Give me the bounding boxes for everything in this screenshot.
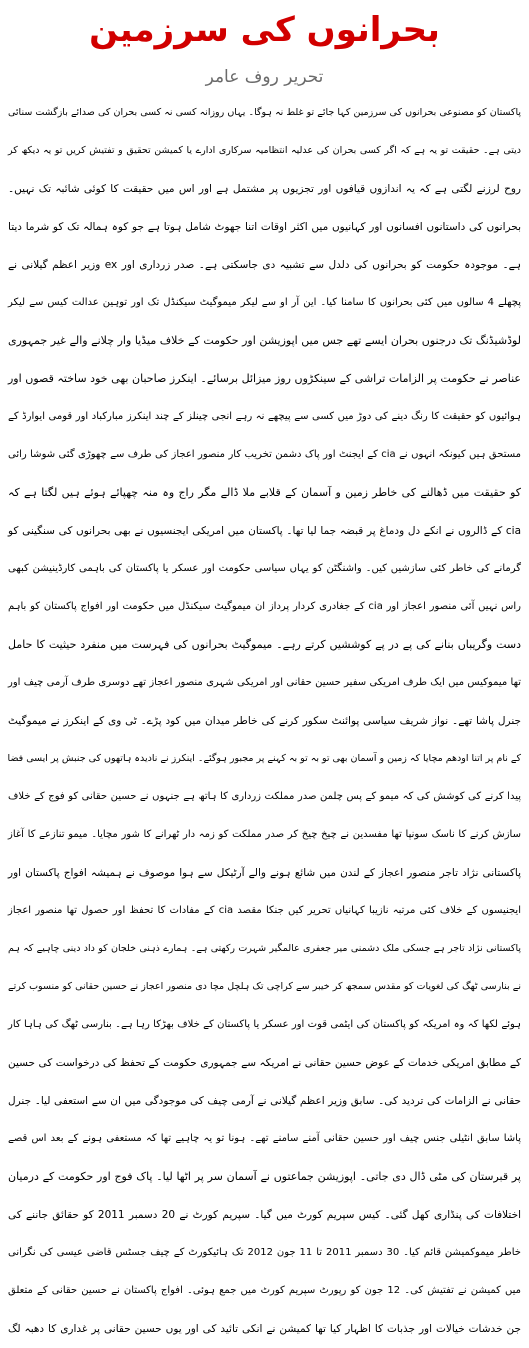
article-line: نے بنارسی ٹھگ کی لغویات کو مقدس سمجھ کر خیبر سے کراچی تک ہلچل مچا دی منصور اعجاز نے حسین حقانی کو منسوب کرتے bbox=[8, 981, 521, 992]
article-line: سازش کرنے کا ناسک سونپا تھا مفسدین نے چیخ چیخ کر صدر مملکت کو زمہ دار ٹھرانے کا شور مچایا۔ میمو تنازعے کا آغاز bbox=[8, 829, 521, 840]
article-line: پاشا سابق انٹیلی جنس چیف اور حسین حقانی آمنے سامنے تھے۔ ہونا تو یہ چاہیے تھا کہ مستعفی ہونے کے بعد اس قصے bbox=[8, 1133, 521, 1144]
article-line: بحرانوں کی داستانوں افسانوں اور کہانیوں میں اکثر اوقات اتنا جھوٹ شامل ہوتا ہے جو کوہ ہمالہ تک کو شرما دیتا bbox=[8, 221, 521, 233]
article-line: حقانی نے الزامات کی تردید کی۔ سابق وزیر اعظم گیلانی نے آرمی چیف کی موجودگی میں ان سے استعفی لیا۔ جنرل bbox=[8, 1095, 521, 1107]
article-line: پچھلے 4 سالوں میں کئی بحرانوں کا سامنا کیا۔ این آر او سے لیکر میموگیٹ سیکنڈل تک اور توہین عدالت کیس سے لیکر bbox=[8, 297, 521, 308]
article-line: ایجنیسوں کے خلاف کئی مرتبہ نازیبا کہانیاں تحریر کیں جنکا مقصد cia کے مفادات کا تحفظ اور حصول تھا منصور اعجاز bbox=[8, 905, 521, 916]
article-line: cia کے ڈالروں نے انکے دل ودماغ پر قبضہ جما لیا تھا۔ پاکستان میں امریکی ایجنسیوں نے بھی بحرانوں کی سنگینی کو bbox=[8, 525, 521, 537]
article-headline: بحرانوں کی سرزمین bbox=[89, 10, 440, 50]
article-line: دیتی ہے۔ حقیقت تو یہ ہے کہ اگر کسی بحران کی عدلیہ انتظامیہ سرکاری ادارے یا کمیشن تحقیق و تفتیش کریں تو یہ دیکھ کر bbox=[8, 145, 521, 156]
article-line: راس نہیں آئی منصور اعجاز اور cia کے جغادری کردار پرداز ان میموگیٹ سیکنڈل میں حکومت اور افواج پاکستان کو باہم bbox=[8, 601, 521, 612]
article-body bbox=[8, 94, 521, 1348]
article-line: پاکستان کو مصنوعی بحرانوں کی سرزمین کہا جائے تو غلط نہ ہوگا۔ یہاں روزانہ کسی نہ کسی بحران کی صدائے بازگشت سنائی bbox=[8, 107, 521, 118]
article-line: میں کمیشن نے تفتیش کی۔ 12 جون کو رپورٹ سپریم کورٹ میں جمع ہوئی۔ افواج پاکستان نے حسین حقانی کے متعلق bbox=[8, 1285, 521, 1296]
article-line: ہوائیوں کو حقیقت کا رنگ دینے کی دوڑ میں کسی سے پیچھے نہ رہے انجی چینلز کے چند اینکرز مبارکباد اور قومی ایوارڈ کے bbox=[8, 411, 521, 422]
article-line: عناصر نے حکومت پر الزامات تراشی کے سینکڑوں روز میزائل برسائے۔ اینکرز صاحبان بھی خود ساختہ قصوں اور bbox=[8, 372, 521, 385]
article-line: پر قبرستان کی مٹی ڈال دی جاتی۔ اپوزیشن جماعتوں نے آسمان سر پر اٹھا لیا۔ پاک فوج اور حکومت کے درمیان bbox=[8, 1170, 521, 1183]
article-line: پیدا کرنے کی کوشش کی کہ میمو کے پس چلمن صدر مملکت زرداری کا ہاتھ ہے جنہوں نے حسین حقانی کو فوج کے خلاف bbox=[8, 791, 521, 802]
article-line: ہوئے لکھا کہ وہ امریکہ کو پاکستان کی ایٹمی قوت اور عسکر یا پاکستان کے خلاف بھڑکا رہا ہے۔ بنارسی ٹھگ کی ہاہا کار bbox=[8, 1019, 521, 1030]
article-line: کے نام پر اتنا اودھم مچایا کہ زمین و آسمان بھی تو بہ تو بہ کہنے پر مجبور ہوگئے۔ اینکرز نے نادیدہ ہاتھوں کی جنبش پر ایسی فضا bbox=[7, 753, 521, 764]
article-line: پاکستانی نژاد تاجر ہے جسکی ملک دشمنی میر جعفری عالمگیر شہرت رکھتی ہے۔ ہمارے ذہنی خلجان کو داد دینی چاہیے کہ ہم bbox=[8, 943, 521, 954]
article-line: ہے۔ موجودہ حکومت کو بحرانوں کی دلدل سے تشبیہ دی جاسکتی ہے۔ صدر زرداری اور ex وزیر اعظم گیلانی نے bbox=[8, 259, 521, 271]
article-line: تھا میموکیس میں ایک طرف امریکی سفیر حسین حقانی اور امریکی شہری منصور اعجاز تھے دوسری طرف آرمی چیف اور bbox=[8, 677, 521, 688]
article-byline: تحریر روف عامر bbox=[205, 67, 324, 87]
article-line: پاکستانی نژاد تاجر منصور اعجاز کے لندن میں شائع ہونے والے آرٹیکل سے ہوا موصوف نے ہمیشہ افواج پاکستان اور bbox=[8, 867, 521, 879]
article-line: دست وگریباں بنانے کی پے در پے کوششیں کرتے رہے۔ میموگیٹ بحرانوں کی فہرست میں منفرد حیثیت کا حامل bbox=[8, 638, 521, 651]
article-line: اختلافات کی پنڈاری کھل گئی۔ کیس سپریم کورٹ میں گیا۔ سپریم کورٹ نے 20 دسمبر 2011 کو حقائق جاننے کی bbox=[8, 1209, 522, 1221]
article-line: مستحق ہیں کیونکہ انہوں نے cia کے ایجنٹ اور پاک دشمن تخریب کار منصور اعجاز کی طرف سے چھوڑی گئی شوشا رائی bbox=[8, 449, 521, 460]
article-line: جن خدشات خیالات اور جذبات کا اظہار کیا تھا کمیشن نے انکی تائید کی اور یوں حسین حقانی پر غداری کا دھبہ لگ bbox=[8, 1323, 521, 1335]
article-line: جنرل پاشا تھے۔ نواز شریف سیاسی پوائنٹ سکور کرنے کی خاطر میدان میں کود پڑے۔ ٹی وی کے اینکرز نے میموگیٹ bbox=[8, 715, 521, 727]
article-line: خاطر میموکمیشن قائم کیا۔ 30 دسمبر 2011 تا 11 جون 2012 تک ہائیکورٹ کے چیف جسٹس قاضی عیسی کی نگرانی bbox=[8, 1247, 521, 1258]
article-line: لوڈشیڈنگ تک درجنوں بحران ایسے تھے جس میں اپوزیشن اور حکومت کے خلاف میڈیا وار چلانے والے غیر جمہوری bbox=[8, 334, 521, 347]
article-line: گرمانے کی خاطر کئی سازشیں کیں۔ واشنگٹن کو یہاں سیاسی حکومت اور عسکر یا پاکستان کی باہمی کارڈینیشن کبھی bbox=[8, 563, 521, 574]
article-line: کو حقیقت میں ڈھالنے کی خاطر زمین و آسمان کے قلابے ملا ڈالے مگر راج وہ منہ چھپائے ہوئے ہیں لگتا ہے کہ bbox=[8, 486, 521, 499]
article-line: روح لرزنے لگتی ہے کہ یہ اندازوں قیافوں اور تجزیوں پر مشتمل ہے اور اس میں حقیقت کا کوئی شائبہ تک نہیں۔ bbox=[8, 183, 521, 195]
article-line: کے مطابق امریکی خدمات کے عوض حسین حقانی نے امریکہ سے جمہوری حکومت کے تحفظ کی درخواست کی حسین bbox=[8, 1057, 521, 1069]
